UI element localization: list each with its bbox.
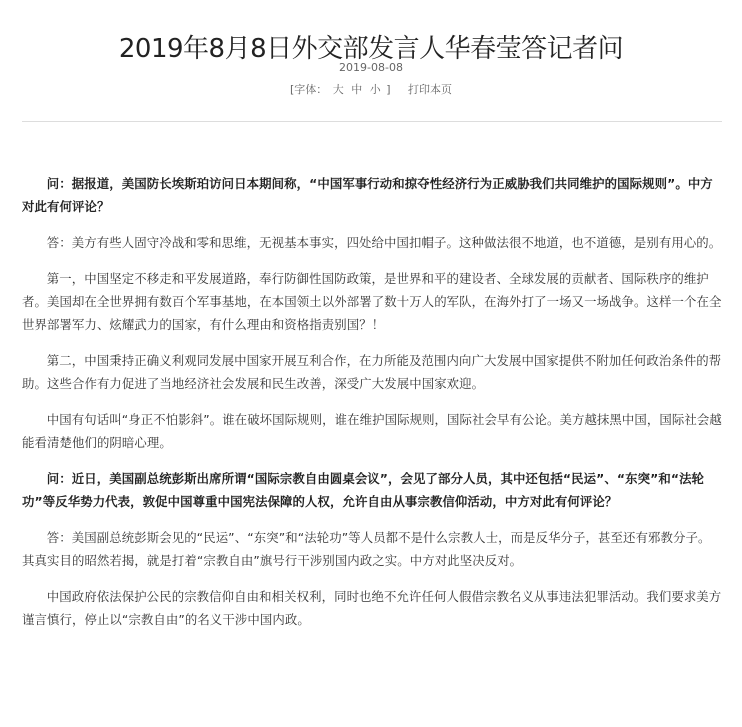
question-paragraph: 问：近日，美国副总统彭斯出席所谓“国际宗教自由圆桌会议”，会见了部分人员，其中还包括“民运”、“东突”和“法轮功”等反华势力代表，敦促中国尊重中国宪法保障的人权，允许自由从事宗教信仰活动，中方对此有何评论？ bbox=[22, 471, 705, 509]
answer-paragraph: 中国政府依法保护公民的宗教信仰自由和相关权利，同时也绝不允许任何人假借宗教名义从事违法犯罪活动。我们要求美方谨言慎行，停止以“宗教自由”的名义干涉中国内政。 bbox=[22, 589, 722, 627]
header-divider bbox=[22, 121, 722, 122]
page-title: 2019年8月8日外交部发言人华春莹答记者问 bbox=[118, 34, 624, 65]
publish-date: 2019-08-08 bbox=[339, 61, 403, 74]
question-paragraph: 问：据报道，美国防长埃斯珀访问日本期间称，“中国军事行动和掠夺性经济行为正威胁我们共同维护的国际规则”。中方对此有何评论？ bbox=[22, 176, 713, 214]
font-size-suffix: ] bbox=[386, 83, 391, 96]
font-size-medium-link[interactable]: 中 bbox=[351, 83, 363, 96]
font-size-prefix: [字体： bbox=[289, 83, 328, 96]
font-size-small-link[interactable]: 小 bbox=[369, 83, 381, 96]
print-page-link[interactable]: 打印本页 bbox=[408, 83, 453, 96]
answer-paragraph: 第二，中国秉持正确义利观同发展中国家开展互利合作，在力所能及范围内向广大发展中国家提供不附加任何政治条件的帮助。这些合作有力促进了当地经济社会发展和民生改善，深受广大发展中国家欢迎。 bbox=[22, 353, 722, 391]
article-body bbox=[22, 172, 722, 644]
article-toolbar bbox=[0, 82, 742, 98]
answer-paragraph: 答：美方有些人固守冷战和零和思维，无视基本事实，四处给中国扣帽子。这种做法很不地道，也不道德，是别有用心的。 bbox=[46, 235, 722, 250]
font-size-large-link[interactable]: 大 bbox=[332, 83, 344, 96]
answer-paragraph: 第一，中国坚定不移走和平发展道路，奉行防御性国防政策，是世界和平的建设者、全球发展的贡献者、国际秩序的维护者。美国却在全世界拥有数百个军事基地，在本国领土以外部署了数十万人的军队，在海外打了一场又一场战争。这样一个在全世界部署军力、炫耀武力的国家，有什么理由和资格指责别国？！ bbox=[22, 271, 722, 332]
answer-paragraph: 中国有句话叫“身正不怕影斜”。谁在破坏国际规则，谁在维护国际规则，国际社会早有公论。美方越抹黑中国，国际社会越能看清楚他们的阴暗心理。 bbox=[22, 412, 722, 450]
answer-paragraph: 答：美国副总统彭斯会见的“民运”、“东突”和“法轮功”等人员都不是什么宗教人士，而是反华分子，甚至还有邪教分子。其真实目的昭然若揭，就是打着“宗教自由”旗号行干涉别国内政之实。中方对此坚决反对。 bbox=[22, 530, 711, 568]
